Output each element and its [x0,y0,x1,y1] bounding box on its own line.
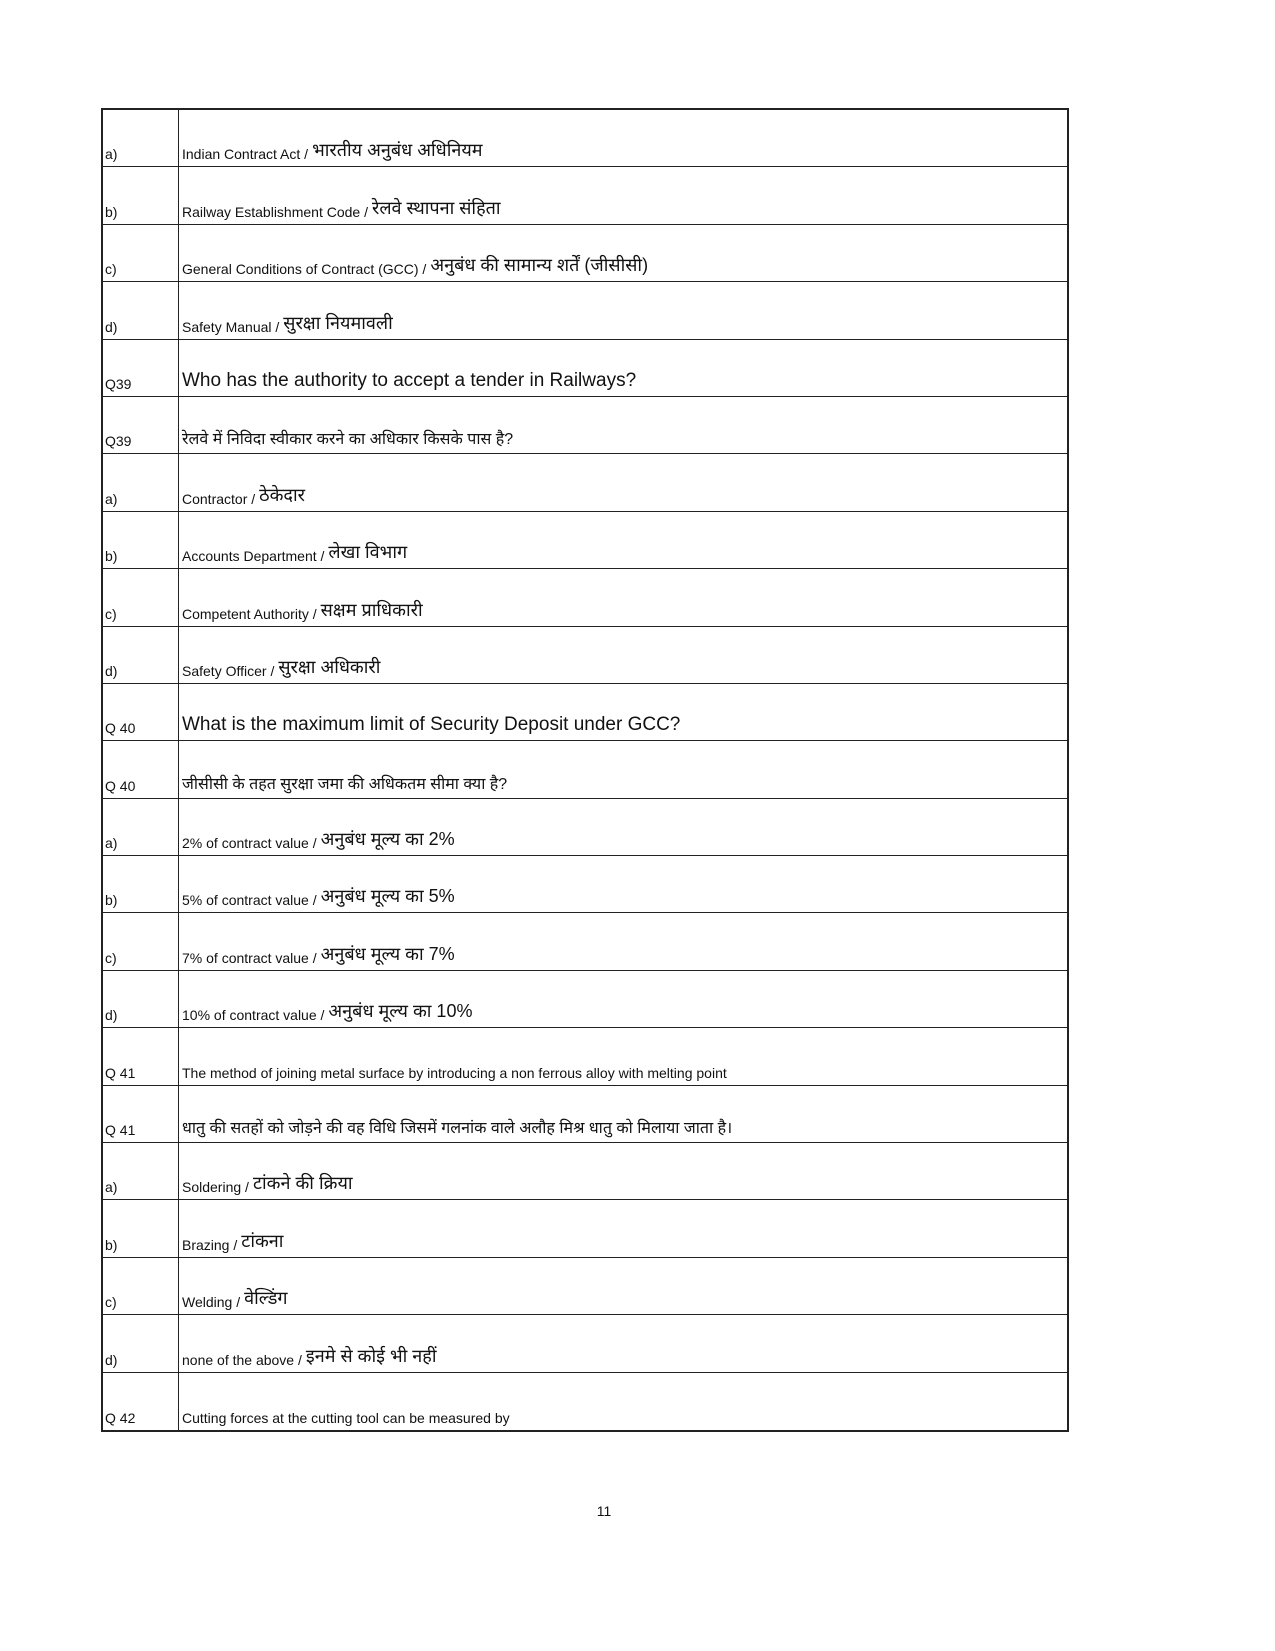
table-row [103,627,1067,684]
row-text-english: जीसीसी के तहत सुरक्षा जमा की अधिकतम सीमा क्या है? [182,775,508,793]
row-text-hindi: अनुबंध मूल्य का 7% [320,943,455,964]
row-label: c) [103,569,179,625]
row-text-hindi: अनुबंध मूल्य का 2% [320,829,455,850]
row-label: d) [103,282,179,338]
row-label: d) [103,971,179,1027]
row-text-english: Soldering / [182,1179,249,1196]
row-text-english: Cutting forces at the cutting tool can be measured by [182,1409,510,1426]
table-row [103,741,1067,798]
row-label: Q39 [103,397,179,453]
row-label: c) [103,913,179,969]
row-text-hindi: वेल्डिंग [244,1288,288,1309]
row-label: Q39 [103,340,179,396]
row-text [179,454,1067,510]
row-text [179,856,1067,912]
row-text [179,1315,1067,1371]
row-text-english: धातु की सतहों को जोड़ने की वह विधि जिसमें गलनांक वाले अलौह मिश्र धातु को मिलाया जाता है। [182,1120,733,1138]
row-label: Q 42 [103,1373,179,1430]
row-text-hindi: इनमे से कोई भी नहीं [305,1345,437,1366]
table-row [103,340,1067,397]
row-label: a) [103,799,179,855]
row-text-hindi: अनुबंध मूल्य का 10% [328,1001,473,1022]
row-text-english: Safety Manual / [182,318,280,335]
row-text [179,684,1067,740]
row-label: Q 41 [103,1028,179,1084]
row-text [179,913,1067,969]
row-text-hindi: रेलवे स्थापना संहिता [371,197,501,218]
row-text-hindi: भारतीय अनुबंध अधिनियम [312,140,483,161]
row-text [179,1143,1067,1199]
row-label: Q 40 [103,741,179,797]
row-label: c) [103,1258,179,1314]
row-text-english: none of the above / [182,1351,302,1368]
table-row [103,110,1067,167]
table-row [103,856,1067,913]
table-row [103,282,1067,339]
page-number: 11 [596,1503,612,1519]
row-text-english: Safety Officer / [182,662,275,679]
row-text-hindi: टांकने की क्रिया [252,1173,353,1194]
row-text-english: Brazing / [182,1236,238,1253]
row-label: d) [103,627,179,683]
row-text-english: Indian Contract Act / [182,146,309,163]
row-text-english: 10% of contract value / [182,1007,325,1024]
row-text [179,1258,1067,1314]
table-row [103,1373,1067,1430]
table-row [103,569,1067,626]
row-label: b) [103,1200,179,1256]
row-text [179,167,1067,223]
table-row [103,1086,1067,1143]
row-text-hindi: टांकना [241,1230,284,1251]
table-row [103,454,1067,511]
table-row [103,1315,1067,1372]
row-label: a) [103,1143,179,1199]
row-label: b) [103,856,179,912]
row-text-english: Welding / [182,1294,241,1311]
row-text-english: 5% of contract value / [182,892,317,909]
row-text [179,569,1067,625]
row-text-hindi: सक्षम प्राधिकारी [320,599,423,620]
row-text-english: What is the maximum limit of Security Deposit under GCC? [182,714,681,736]
row-text-hindi: अनुबंध की सामान्य शर्तें (जीसीसी) [430,255,649,276]
row-text-hindi: सुरक्षा अधिकारी [278,656,381,677]
row-text [179,512,1067,568]
question-table [101,108,1069,1432]
row-text-english: The method of joining metal surface by introducing a non ferrous alloy with melting point [182,1064,727,1081]
table-row [103,225,1067,282]
table-row [103,1028,1067,1085]
row-text-english: 7% of contract value / [182,949,317,966]
row-text [179,1373,1067,1430]
row-text-english: General Conditions of Contract (GCC) / [182,261,427,278]
row-label: d) [103,1315,179,1371]
row-text-hindi: ठेकेदार [259,484,306,505]
row-text-english: Competent Authority / [182,605,317,622]
row-text-english: Contractor / [182,490,256,507]
row-text [179,1086,1067,1142]
row-text-english: Who has the authority to accept a tender in Railways? [182,369,637,391]
table-row [103,971,1067,1028]
row-label: c) [103,225,179,281]
table-row [103,1200,1067,1257]
row-text-hindi: अनुबंध मूल्य का 5% [320,886,455,907]
row-label: Q 41 [103,1086,179,1142]
row-text [179,971,1067,1027]
table-row [103,397,1067,454]
row-text-english: Accounts Department / [182,548,325,565]
table-row [103,512,1067,569]
row-text-english: रेलवे में निविदा स्वीकार करने का अधिकार किसके पास है? [182,431,514,449]
row-label: b) [103,167,179,223]
row-text [179,741,1067,797]
row-text [179,799,1067,855]
table-row [103,913,1067,970]
row-text [179,340,1067,396]
row-text [179,282,1067,338]
table-row [103,1258,1067,1315]
row-text-hindi: लेखा विभाग [328,542,408,563]
row-text [179,397,1067,453]
row-text-english: Railway Establishment Code / [182,203,368,220]
row-text [179,1200,1067,1256]
row-label: a) [103,454,179,510]
row-text [179,110,1067,166]
row-text-english: 2% of contract value / [182,835,317,852]
row-label: Q 40 [103,684,179,740]
table-row [103,684,1067,741]
row-text-hindi: सुरक्षा नियमावली [283,312,393,333]
row-label: a) [103,110,179,166]
row-text [179,627,1067,683]
row-label: b) [103,512,179,568]
row-text [179,1028,1067,1084]
row-text [179,225,1067,281]
table-row [103,1143,1067,1200]
table-row [103,799,1067,856]
table-row [103,167,1067,224]
